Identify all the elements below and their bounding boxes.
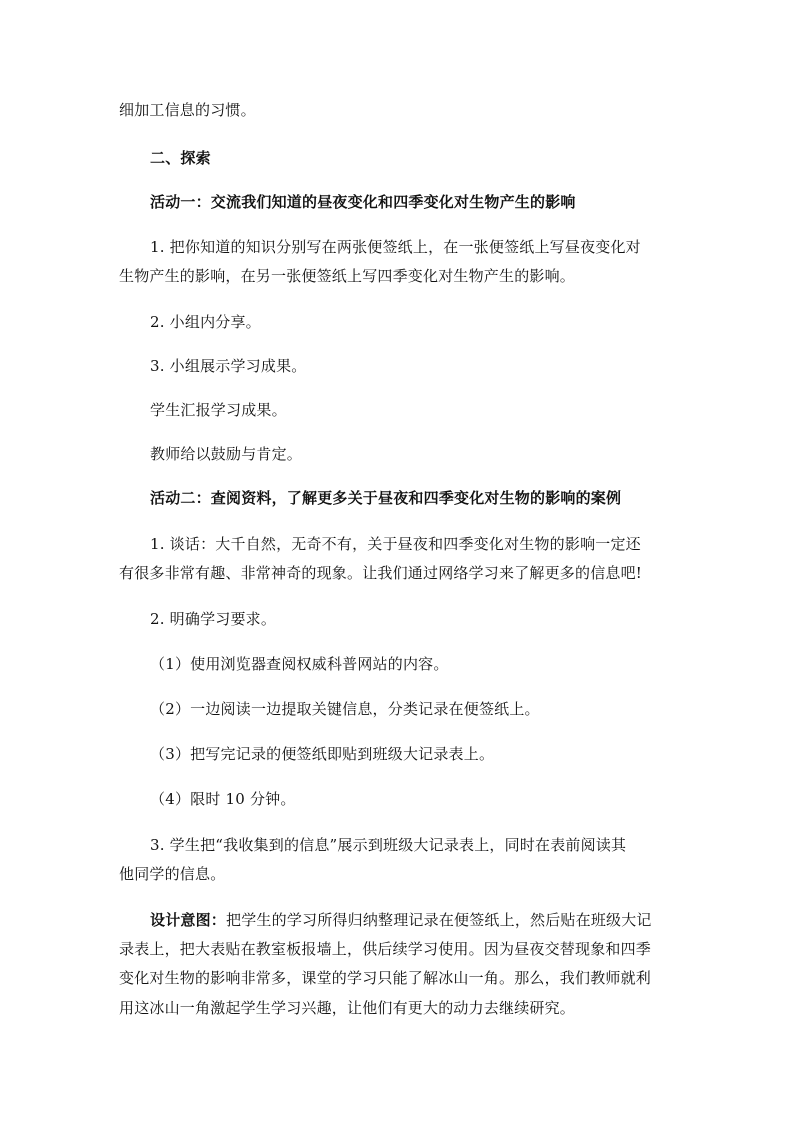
paragraph-line: 学生汇报学习成果。 (150, 401, 287, 419)
list-item: 3. 小组展示学习成果。 (150, 357, 307, 375)
design-intent-label: 设计意图： (150, 911, 227, 929)
paragraph-line: 有很多非常有趣、非常神奇的现象。让我们通过网络学习来了解更多的信息吧! (119, 564, 643, 582)
paragraph-line: 1. 把你知道的知识分别写在两张便签纸上，在一张便签纸上写昼夜变化对 (150, 238, 641, 256)
activity-two-title: 活动二：查阅资料，了解更多关于昼夜和四季变化对生物的影响的案例 (150, 489, 622, 507)
requirement-item: （4）限时 10 分钟。 (150, 790, 296, 808)
design-intent-line (150, 909, 710, 931)
design-intent-text: 把学生的学习所得归纳整理记录在便签纸上，然后贴在班级大记 (226, 911, 652, 929)
requirement-item: （3）把写完记录的便签纸即贴到班级大记录表上。 (150, 745, 495, 763)
list-item: 2. 小组内分享。 (150, 313, 261, 331)
paragraph-line: 3. 学生把“我收集到的信息”展示到班级大记录表上，同时在表前阅读其 (150, 836, 627, 854)
paragraph-line: 录表上，把大表贴在教室板报墙上，供后续学习使用。因为昼夜交替现象和四季 (119, 940, 652, 958)
section-heading: 二、探索 (150, 149, 211, 167)
paragraph-line: 他同学的信息。 (119, 865, 226, 883)
paragraph-line: 用这冰山一角激起学生学习兴趣，让他们有更大的动力去继续研究。 (119, 999, 576, 1017)
requirement-item: （1）使用浏览器查阅权威科普网站的内容。 (150, 655, 449, 673)
paragraph-line: 细加工信息的习惯。 (119, 101, 256, 119)
list-item: 2. 明确学习要求。 (150, 610, 277, 628)
activity-one-title: 活动一：交流我们知道的昼夜变化和四季变化对生物产生的影响 (150, 193, 576, 211)
paragraph-line: 教师给以鼓励与肯定。 (150, 445, 303, 463)
paragraph-line: 生物产生的影响，在另一张便签纸上写四季变化对生物产生的影响。 (119, 267, 576, 285)
paragraph-line: 变化对生物的影响非常多，课堂的学习只能了解冰山一角。那么，我们教师就利 (119, 969, 652, 987)
requirement-item: （2）一边阅读一边提取关键信息，分类记录在便签纸上。 (150, 700, 540, 718)
paragraph-line: 1. 谈话：大千自然，无奇不有，关于昼夜和四季变化对生物的影响一定还 (150, 535, 641, 553)
